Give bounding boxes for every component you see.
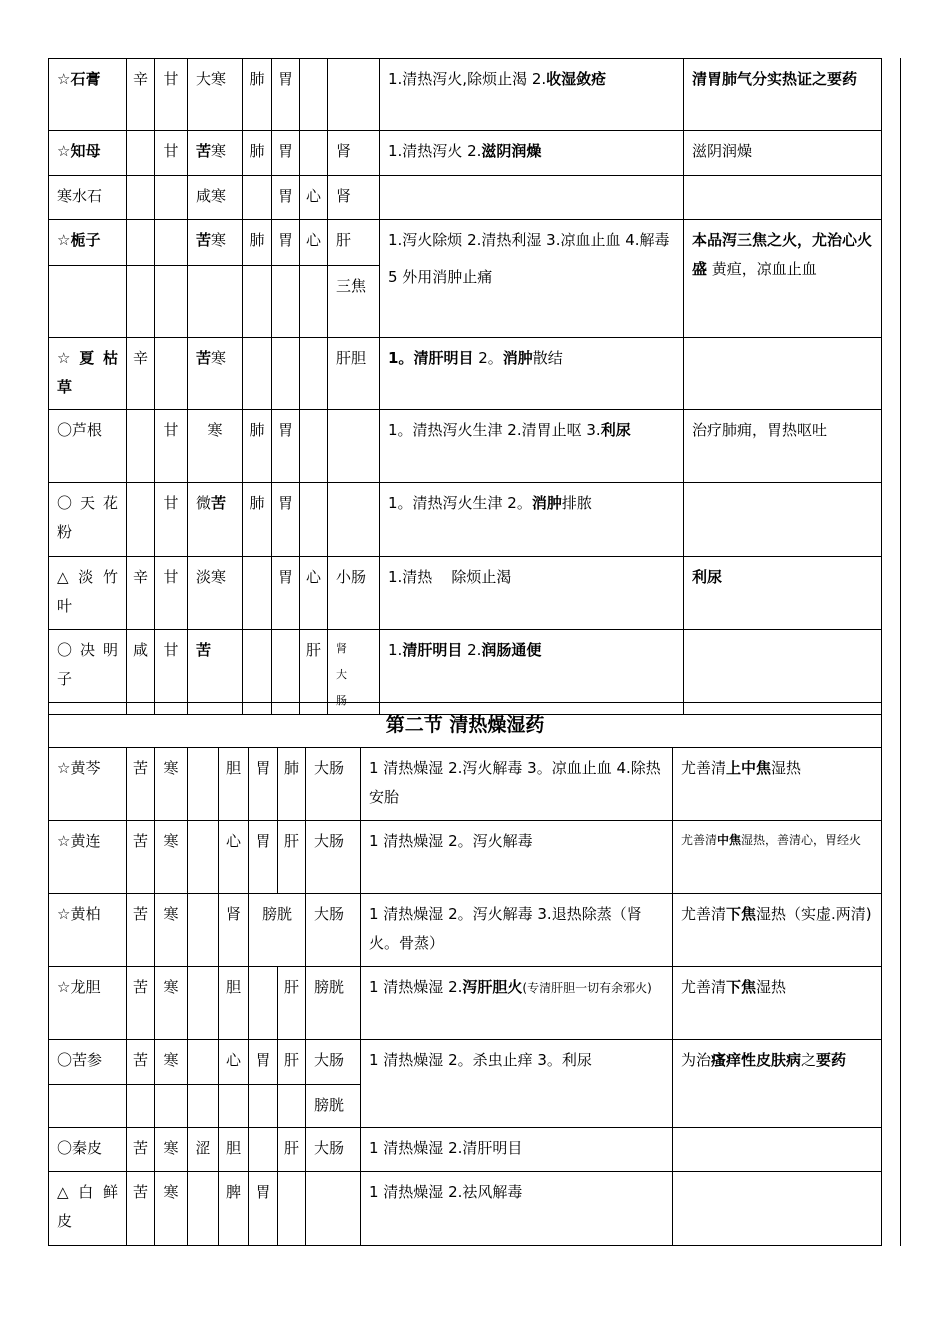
effect-line: 1.泻火除烦 2.清热利湿 3.凉血止血 4.解毒 — [388, 231, 670, 249]
nature-cell: 苦寒 — [188, 338, 243, 410]
herb-name: 寒水石 — [49, 176, 127, 220]
herb-name: △ 白 鲜 皮 — [49, 1172, 127, 1246]
meridian-cell — [243, 338, 272, 410]
herb-name: 〇 决 明 子 — [49, 630, 127, 715]
taste-cell — [127, 220, 155, 266]
table-row — [49, 557, 882, 630]
effect-cell: 1.清肝明目 2.润肠通便 — [380, 630, 684, 715]
table-row — [49, 410, 882, 483]
meridian-cell — [300, 483, 328, 557]
nature-cell: 寒 — [155, 1172, 188, 1246]
meridian-cell: 大肠 — [306, 894, 361, 967]
taste-cell — [155, 338, 188, 410]
meridian-cell — [300, 59, 328, 131]
section-title: 第二节 清热燥湿药 — [49, 703, 882, 748]
meridian-cell: 大肠 — [306, 1040, 361, 1085]
meridian-cell: 心 — [300, 220, 328, 266]
meridian-cell: 胃 — [272, 557, 300, 630]
taste-cell: 苦 — [127, 821, 155, 894]
meridian-cell: 胆 — [219, 1128, 249, 1172]
table-row — [49, 483, 882, 557]
table-row — [49, 1128, 882, 1172]
nature-cell: 苦 — [188, 630, 243, 715]
taste-cell: 甘 — [155, 410, 188, 483]
meridian-cell: 胃 — [272, 410, 300, 483]
taste-cell: 甘 — [155, 483, 188, 557]
meridian-cell: 肝 — [278, 821, 306, 894]
note-cell: 滋阴润燥 — [684, 131, 882, 176]
meridian-cell: 肾 大 肠 — [328, 630, 380, 715]
taste-cell — [127, 131, 155, 176]
taste-cell — [127, 483, 155, 557]
meridian-cell: 肾 — [328, 131, 380, 176]
meridian-cell: 胆 — [219, 967, 249, 1040]
herb-name: ☆石膏 — [49, 59, 127, 131]
meridian-cell: 脾 — [219, 1172, 249, 1246]
taste-cell: 甘 — [155, 59, 188, 131]
note-cell: 尤善清中焦湿热，善清心，胃经火 — [673, 821, 882, 894]
meridian-cell — [328, 410, 380, 483]
taste-cell — [127, 176, 155, 220]
note-cell: 利尿 — [684, 557, 882, 630]
effect-cell: 1.清热泻火,除烦止渴 2.收湿敛疮 — [380, 59, 684, 131]
note-cell — [684, 483, 882, 557]
table-row — [49, 131, 882, 176]
meridian-cell: 肝 — [278, 1128, 306, 1172]
effect-cell: 1 清热燥湿 2.泻肝胆火(专清肝胆一切有余邪火) — [361, 967, 673, 1040]
meridian-cell — [249, 1128, 278, 1172]
note-cell: 清胃肺气分实热证之要药 — [684, 59, 882, 131]
note-cell — [673, 1128, 882, 1172]
herb-name: 〇苦参 — [49, 1040, 127, 1085]
table-row — [49, 967, 882, 1040]
taste-cell: 苦 — [127, 748, 155, 821]
meridian-cell: 膀胱 — [306, 967, 361, 1040]
effect-cell: 1 清热燥湿 2。泻火解毒 — [361, 821, 673, 894]
note-cell: 尤善清下焦湿热 — [673, 967, 882, 1040]
meridian-cell: 心 — [300, 176, 328, 220]
nature-cell: 淡寒 — [188, 557, 243, 630]
nature-cell: 咸寒 — [188, 176, 243, 220]
table-row — [49, 338, 882, 410]
taste-cell — [127, 410, 155, 483]
herb-name: 〇秦皮 — [49, 1128, 127, 1172]
meridian-cell: 大肠 — [306, 821, 361, 894]
meridian-cell: 肾 — [219, 894, 249, 967]
herb-name: △ 淡 竹 叶 — [49, 557, 127, 630]
meridian-cell: 胃 — [272, 176, 300, 220]
meridian-cell: 心 — [219, 1040, 249, 1085]
herb-name: ☆知母 — [49, 131, 127, 176]
note-cell: 尤善清上中焦湿热 — [673, 748, 882, 821]
taste-cell — [188, 1040, 219, 1085]
effect-cell: 1 清热燥湿 2.清肝明目 — [361, 1128, 673, 1172]
nature-cell: 大寒 — [188, 59, 243, 131]
herb-name: ☆ 夏 枯 草 — [49, 338, 127, 410]
herb-name: ☆黄芩 — [49, 748, 127, 821]
taste-cell: 辛 — [127, 59, 155, 131]
taste-cell: 咸 — [127, 630, 155, 715]
meridian-cell — [300, 338, 328, 410]
herb-name: 〇芦根 — [49, 410, 127, 483]
meridian-cell: 肝 — [328, 220, 380, 266]
meridian-cell: 胃 — [249, 748, 278, 821]
table-row — [49, 1040, 882, 1085]
nature-cell: 寒 — [155, 894, 188, 967]
taste-cell: 甘 — [155, 557, 188, 630]
meridian-cell: 心 — [300, 557, 328, 630]
meridian-cell: 肺 — [243, 220, 272, 266]
taste-cell — [188, 821, 219, 894]
meridian-cell — [249, 967, 278, 1040]
taste-cell — [155, 176, 188, 220]
nature-cell: 苦寒 — [188, 220, 243, 266]
meridian-cell: 肺 — [278, 748, 306, 821]
table-row — [49, 1172, 882, 1246]
meridian-cell: 胆 — [219, 748, 249, 821]
note-cell — [673, 1172, 882, 1246]
meridian-cell: 膀胱 — [306, 1085, 361, 1128]
meridian-cell: 肝 — [278, 967, 306, 1040]
nature-cell: 寒 — [155, 748, 188, 821]
herb-name: ☆龙胆 — [49, 967, 127, 1040]
meridian-cell: 三焦 — [328, 266, 380, 338]
herb-table-section-2 — [48, 702, 882, 1246]
meridian-cell — [328, 59, 380, 131]
nature-cell: 寒 — [155, 821, 188, 894]
meridian-cell: 肺 — [243, 59, 272, 131]
effect-line: 5 外用消肿止痛 — [388, 268, 493, 286]
meridian-cell: 胃 — [249, 1040, 278, 1085]
note-cell: 为治瘙痒性皮肤病之要药 — [673, 1040, 882, 1128]
meridian-cell: 心 — [219, 821, 249, 894]
table-row — [49, 821, 882, 894]
taste-cell — [188, 967, 219, 1040]
meridian-cell: 肺 — [243, 483, 272, 557]
meridian-cell: 胃 — [272, 483, 300, 557]
meridian-cell: 大肠 — [306, 748, 361, 821]
meridian-cell — [300, 131, 328, 176]
herb-name: ☆黄柏 — [49, 894, 127, 967]
effect-cell: 1.清热泻火 2.滋阴润燥 — [380, 131, 684, 176]
meridian-cell — [243, 557, 272, 630]
page-right-rule — [900, 58, 901, 1246]
effect-cell: 1。清肝明目 2。消肿散结 — [380, 338, 684, 410]
effect-cell: 1。清热泻火生津 2.清胃止呕 3.利尿 — [380, 410, 684, 483]
effect-cell — [380, 220, 684, 338]
meridian-cell: 肺 — [243, 410, 272, 483]
meridian-cell: 肝 — [300, 630, 328, 715]
meridian-cell — [272, 338, 300, 410]
effect-cell: 1 清热燥湿 2。泻火解毒 3.退热除蒸（肾火。骨蒸） — [361, 894, 673, 967]
taste-cell — [188, 894, 219, 967]
nature-cell: 寒 — [188, 410, 243, 483]
taste-cell: 甘 — [155, 131, 188, 176]
note-cell: 尤善清下焦湿热（实虚.两清) — [673, 894, 882, 967]
taste-cell: 苦 — [127, 1172, 155, 1246]
meridian-cell: 肝胆 — [328, 338, 380, 410]
taste-cell — [155, 220, 188, 266]
taste-cell: 辛 — [127, 338, 155, 410]
effect-cell — [380, 176, 684, 220]
note-cell — [684, 176, 882, 220]
meridian-cell: 胃 — [272, 220, 300, 266]
meridian-cell — [243, 176, 272, 220]
table-row — [49, 59, 882, 131]
herb-name: ☆栀子 — [49, 220, 127, 266]
meridian-cell: 肾 — [328, 176, 380, 220]
meridian-cell: 胃 — [272, 59, 300, 131]
effect-cell: 1 清热燥湿 2.祛风解毒 — [361, 1172, 673, 1246]
herb-name: ☆黄连 — [49, 821, 127, 894]
table-row — [49, 894, 882, 967]
meridian-cell — [306, 1172, 361, 1246]
meridian-cell: 肺 — [243, 131, 272, 176]
meridian-cell: 大肠 — [306, 1128, 361, 1172]
note-cell: 本品泻三焦之火，尤治心火盛 黄疸，凉血止血 — [684, 220, 882, 338]
note-cell: 治疗肺痈，胃热呕吐 — [684, 410, 882, 483]
meridian-cell — [328, 483, 380, 557]
taste-cell: 甘 — [155, 630, 188, 715]
note-cell — [684, 338, 882, 410]
effect-cell: 1 清热燥湿 2。杀虫止痒 3。利尿 — [361, 1040, 673, 1128]
taste-cell: 苦 — [127, 1040, 155, 1085]
effect-cell: 1 清热燥湿 2.泻火解毒 3。凉血止血 4.除热安胎 — [361, 748, 673, 821]
table-row — [49, 220, 882, 266]
nature-cell: 微苦 — [188, 483, 243, 557]
effect-cell: 1。清热泻火生津 2。消肿排脓 — [380, 483, 684, 557]
taste-cell — [188, 748, 219, 821]
taste-cell: 辛 — [127, 557, 155, 630]
table-row — [49, 748, 882, 821]
nature-cell: 寒 — [155, 1040, 188, 1085]
taste-cell: 苦 — [127, 967, 155, 1040]
nature-cell: 苦寒 — [188, 131, 243, 176]
meridian-cell: 小肠 — [328, 557, 380, 630]
meridian-cell — [278, 1172, 306, 1246]
taste-cell: 苦 — [127, 1128, 155, 1172]
meridian-cell: 胃 — [249, 821, 278, 894]
taste-cell: 苦 — [127, 894, 155, 967]
herb-name: 〇 天 花 粉 — [49, 483, 127, 557]
nature-cell: 寒 — [155, 967, 188, 1040]
meridian-cell: 胃 — [272, 131, 300, 176]
meridian-cell: 胃 — [249, 1172, 278, 1246]
taste-cell — [188, 1172, 219, 1246]
meridian-cell: 膀胱 — [249, 894, 306, 967]
nature-cell: 寒 — [155, 1128, 188, 1172]
meridian-cell — [300, 410, 328, 483]
section-title-row — [49, 703, 882, 748]
meridian-cell: 肝 — [278, 1040, 306, 1085]
effect-cell: 1.清热 除烦止渴 — [380, 557, 684, 630]
herb-table-section-1 — [48, 58, 882, 715]
table-row — [49, 176, 882, 220]
taste-cell: 涩 — [188, 1128, 219, 1172]
